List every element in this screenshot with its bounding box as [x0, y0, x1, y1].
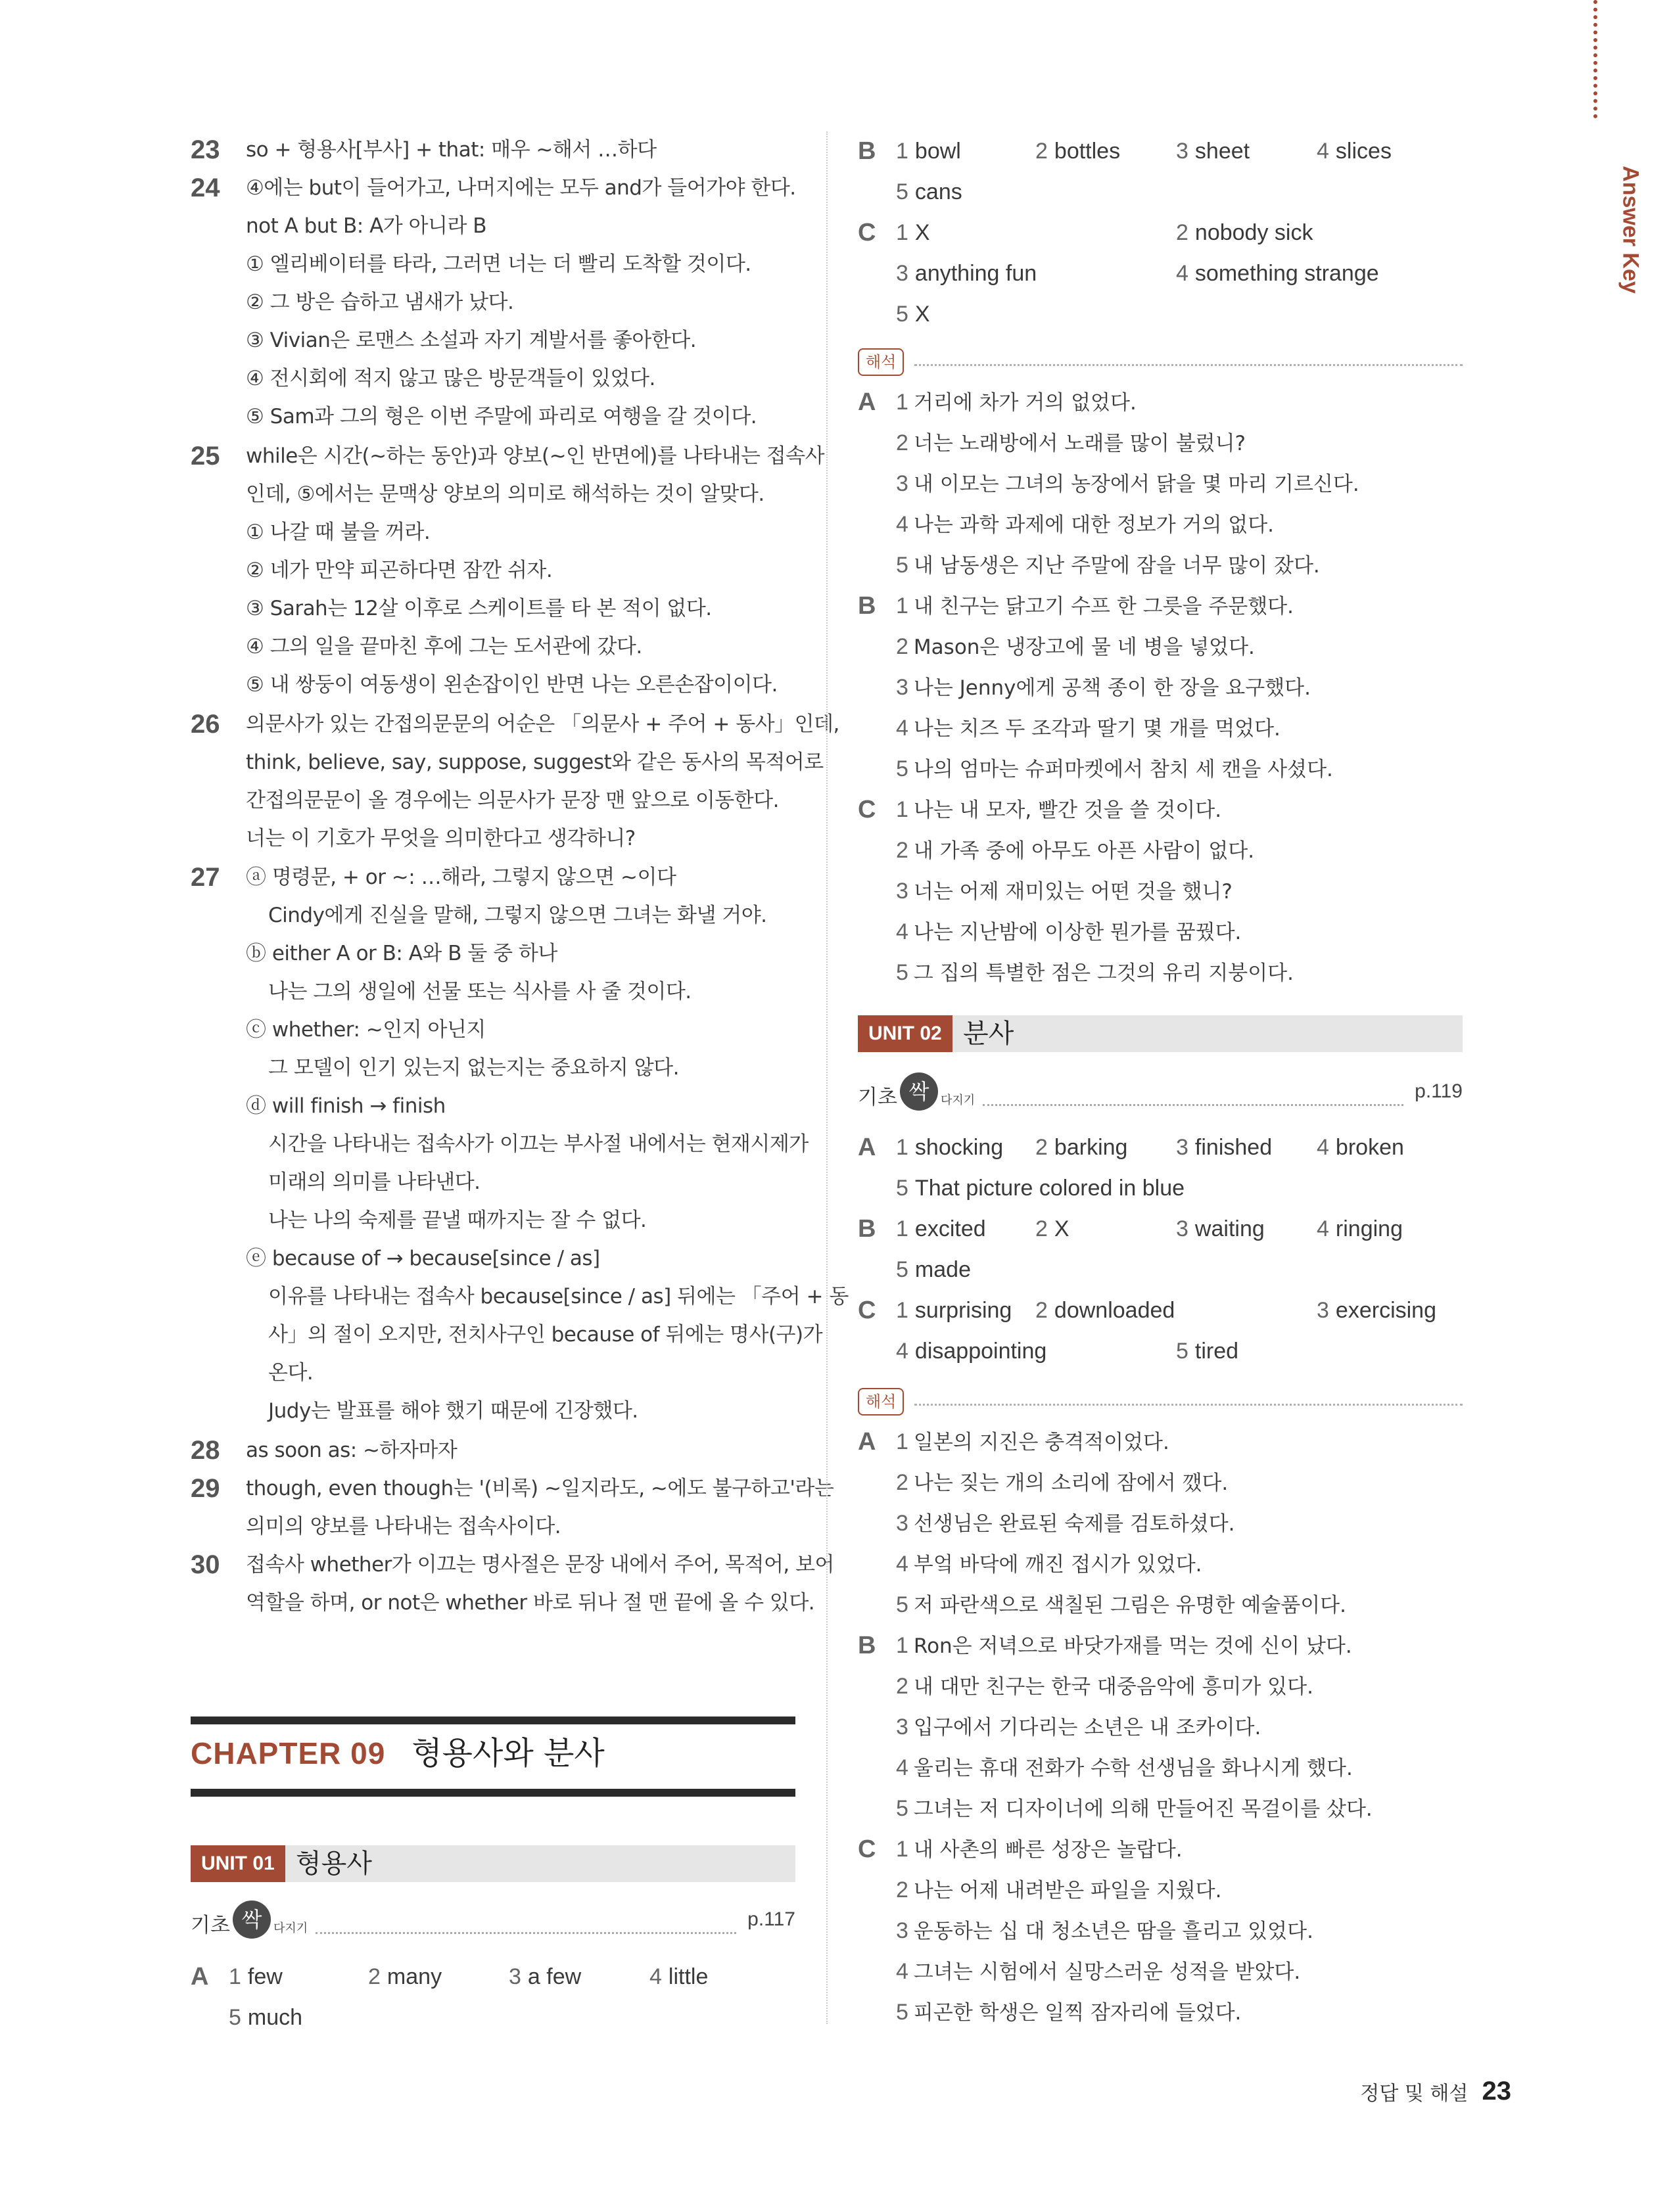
translation-line: [896, 1544, 1202, 1584]
translation-number: 2: [896, 1878, 908, 1902]
answer-item: [1317, 1291, 1436, 1330]
answer-text: disappointing: [914, 1339, 1047, 1364]
item-text-line: 의미의 양보를 나타내는 접속사이다.: [246, 1515, 561, 1538]
dotted-leader: [983, 1104, 1403, 1106]
translation-tag: 해석: [858, 1388, 904, 1416]
basic-label: 기초: [191, 1914, 230, 1937]
translation-line: [896, 1626, 1352, 1666]
answer-text: finished: [1194, 1135, 1273, 1160]
answer-number: 4: [1317, 1216, 1329, 1241]
answer-item: [649, 1957, 708, 1996]
item-text-line: ③ Sarah는 12살 이후로 스케이트를 타 본 적이 없다.: [246, 597, 712, 620]
answer-item: [896, 172, 962, 212]
item-number: 26: [191, 710, 220, 739]
translation-line: [896, 627, 1255, 667]
answer-number: 3: [1176, 139, 1188, 164]
answer-item: [229, 1957, 283, 1996]
unit-label: UNIT 02: [858, 1015, 952, 1052]
answer-section-b: B: [858, 1215, 876, 1243]
dotted-leader: [914, 364, 1463, 366]
translation-number: 5: [896, 756, 908, 781]
answer-item: [896, 294, 930, 334]
translation-line: [896, 668, 1311, 708]
item-number: 29: [191, 1474, 220, 1503]
dajigi-label: 다지기: [941, 1094, 976, 1107]
answer-item: [896, 1168, 1185, 1208]
answer-item: [1317, 1209, 1403, 1249]
answer-number: 1: [896, 1298, 908, 1323]
page-reference: p.119: [1415, 1080, 1463, 1102]
translation-line: [896, 1585, 1346, 1625]
answer-number: 3: [509, 1964, 521, 1989]
translation-line: [896, 749, 1333, 789]
answer-number: 2: [1035, 1298, 1048, 1323]
item-text-line: 시간을 나타내는 접속사가 이끄는 부사절 내에서는 현재시제가: [268, 1132, 809, 1156]
translation-line: [896, 831, 1254, 871]
translation-line: [896, 464, 1359, 504]
answer-text: cans: [914, 179, 962, 204]
translation-section-a: A: [858, 1428, 876, 1456]
answer-number: 4: [1176, 261, 1188, 286]
item-text-line: so + 형용사[부사] + that: 매우 ~해서 …하다: [246, 138, 657, 162]
translation-text: 나는 치즈 두 조각과 딸기 몇 개를 먹었다.: [913, 717, 1281, 741]
item-text-line: 온다.: [268, 1361, 314, 1385]
answer-number: 5: [896, 1257, 908, 1282]
translation-number: 1: [896, 593, 908, 618]
answer-number: 5: [896, 179, 908, 204]
answer-item: [1317, 1128, 1404, 1167]
answer-number: 4: [1317, 1135, 1329, 1160]
chapter-rule-top: [191, 1717, 795, 1724]
answer-section-a: A: [858, 1134, 876, 1161]
ssak-badge: 싹: [900, 1072, 938, 1111]
item-text-line: ⓓ will finish → finish: [246, 1094, 446, 1118]
item-text-line: ③ Vivian은 로맨스 소설과 자기 계발서를 좋아한다.: [246, 329, 697, 352]
answer-text: X: [1054, 1216, 1070, 1241]
translation-line: [896, 1667, 1313, 1707]
translation-text: 나는 지난밤에 이상한 뭔가를 꿈꿨다.: [913, 921, 1242, 944]
translation-number: 1: [896, 1837, 908, 1862]
item-text-line: 너는 이 기호가 무엇을 의미한다고 생각하니?: [246, 827, 636, 850]
answer-text: surprising: [914, 1298, 1012, 1323]
translation-number: 2: [896, 1674, 908, 1699]
translation-text: 너는 어제 재미있는 어떤 것을 했니?: [913, 880, 1233, 904]
answer-section-c: C: [858, 219, 876, 246]
answer-text: X: [914, 220, 930, 245]
translation-section-c: C: [858, 1835, 876, 1863]
item-number: 23: [191, 135, 220, 164]
answer-text: bottles: [1054, 139, 1121, 164]
translation-text: 너는 노래방에서 노래를 많이 불렀니?: [913, 432, 1246, 455]
translation-number: 3: [896, 471, 908, 496]
translation-text: 나는 어제 내려받은 파일을 지웠다.: [913, 1879, 1222, 1902]
translation-text: 저 파란색으로 색칠된 그림은 유명한 예술품이다.: [913, 1594, 1346, 1617]
translation-line: [896, 1422, 1169, 1462]
answer-number: 2: [1176, 220, 1188, 245]
answer-number: 1: [896, 139, 908, 164]
footer-title: 정답 및 해설: [1360, 2082, 1469, 2106]
item-text-line: ① 나갈 때 불을 꺼라.: [246, 520, 431, 544]
answer-item: [1176, 254, 1379, 293]
page-footer: [1360, 2077, 1511, 2106]
translation-line: [896, 953, 1294, 993]
dotted-leader: [914, 1404, 1463, 1406]
answer-text: made: [914, 1257, 971, 1282]
translation-line: [896, 505, 1274, 545]
item-number: 25: [191, 442, 220, 471]
item-text-line: ⓐ 명령문, + or ~: …해라, 그렇지 않으면 ~이다: [246, 865, 676, 889]
dajigi-label: 다지기: [273, 1922, 308, 1935]
answer-number: 3: [1176, 1216, 1188, 1241]
translation-header: [858, 348, 1463, 377]
answer-item: [896, 131, 961, 171]
answer-number: 1: [896, 1216, 908, 1241]
answer-text: waiting: [1194, 1216, 1265, 1241]
translation-text: 내 이모는 그녀의 농장에서 닭을 몇 마리 기르신다.: [913, 472, 1359, 496]
translation-number: 3: [896, 1918, 908, 1943]
translation-text: 내 남동생은 지난 주말에 잠을 너무 많이 잤다.: [913, 554, 1320, 578]
translation-text: 울리는 휴대 전화가 수학 선생님을 화나시게 했다.: [913, 1757, 1353, 1780]
answer-text: That picture colored in blue: [914, 1176, 1185, 1201]
translation-line: [896, 423, 1246, 463]
unit-title: 형용사: [296, 1849, 372, 1879]
answer-item: [229, 1998, 302, 2037]
item-text-line: 이유를 나타내는 접속사 because[since / as] 뒤에는 「주어 + 동: [268, 1285, 849, 1308]
answer-item: [1317, 131, 1392, 171]
translation-section-a: A: [858, 388, 876, 416]
translation-line: [896, 545, 1320, 586]
answer-number: 4: [896, 1339, 908, 1364]
answer-item: [896, 213, 930, 252]
translation-text: 거리에 차가 거의 없었다.: [913, 391, 1137, 415]
translation-line: [896, 1911, 1313, 1951]
answer-item: [896, 1209, 986, 1249]
item-text-line: Judy는 발표를 해야 했기 때문에 긴장했다.: [268, 1399, 638, 1423]
translation-line: [896, 790, 1221, 830]
translation-text: 내 대만 친구는 한국 대중음악에 흥미가 있다.: [913, 1675, 1313, 1699]
translation-number: 5: [896, 2000, 908, 2025]
answer-text: something strange: [1194, 261, 1379, 286]
translation-line: [896, 1870, 1221, 1910]
translation-number: 4: [896, 919, 908, 944]
item-text-line: as soon as: ~하자마자: [246, 1439, 458, 1462]
item-text-line: 나는 그의 생일에 선물 또는 식사를 사 줄 것이다.: [268, 980, 692, 1003]
translation-number: 1: [896, 390, 908, 415]
answer-text: tired: [1194, 1339, 1239, 1364]
answer-section-a: A: [191, 1963, 209, 1991]
answer-item: [896, 1128, 1003, 1167]
item-text-line: 나는 나의 숙제를 끝낼 때까지는 잘 수 없다.: [268, 1209, 647, 1232]
chapter-rule-bottom: [191, 1789, 795, 1797]
item-number: 27: [191, 863, 220, 892]
translation-line: [896, 871, 1233, 911]
answer-number: 3: [896, 261, 908, 286]
answer-text: ringing: [1335, 1216, 1403, 1241]
translation-text: 부엌 바닥에 깨진 접시가 있었다.: [913, 1553, 1202, 1577]
translation-number: 5: [896, 960, 908, 985]
translation-text: 운동하는 십 대 청소년은 땀을 흘리고 있었다.: [913, 1920, 1313, 1943]
answer-text: downloaded: [1054, 1298, 1175, 1323]
translation-number: 3: [896, 1715, 908, 1740]
translation-header: [858, 1388, 1463, 1417]
translation-text: 그녀는 시험에서 실망스러운 성적을 받았다.: [913, 1960, 1301, 1984]
answer-number: 5: [229, 2005, 241, 2030]
translation-text: 나는 내 모자, 빨간 것을 쓸 것이다.: [913, 798, 1222, 822]
answer-item: [1035, 1128, 1127, 1167]
answer-item: [1176, 1331, 1238, 1371]
item-text-line: ⓑ either A or B: A와 B 둘 중 하나: [246, 942, 557, 965]
answer-number: 5: [896, 302, 908, 327]
answer-item: [896, 1291, 1012, 1330]
answer-text: nobody sick: [1194, 220, 1313, 245]
unit-label: UNIT 01: [191, 1845, 285, 1882]
translation-number: 2: [896, 1470, 908, 1495]
basic-practice-header: [858, 1071, 1463, 1117]
answer-section-c: C: [858, 1297, 876, 1324]
answer-item: [1176, 1209, 1265, 1249]
translation-number: 4: [896, 1755, 908, 1780]
item-text-line: not A but B: A가 아니라 B: [246, 214, 487, 238]
answer-item: [1176, 131, 1250, 171]
translation-text: 선생님은 완료된 숙제를 검토하셨다.: [913, 1512, 1235, 1536]
item-text-line: Cindy에게 진실을 말해, 그렇지 않으면 그녀는 화낼 거야.: [268, 904, 767, 927]
translation-number: 2: [896, 634, 908, 659]
item-text-line: ④ 그의 일을 끝마친 후에 그는 도서관에 갔다.: [246, 635, 642, 658]
translation-number: 3: [896, 879, 908, 904]
answer-text: few: [247, 1964, 283, 1989]
translation-line: [896, 1748, 1353, 1788]
translation-number: 1: [896, 1633, 908, 1658]
item-number: 24: [191, 173, 220, 202]
translation-text: 나는 과학 과제에 대한 정보가 거의 없다.: [913, 513, 1275, 537]
translation-number: 4: [896, 716, 908, 741]
translation-text: 일본의 지진은 충격적이었다.: [913, 1431, 1169, 1454]
item-text-line: ⑤ 내 쌍둥이 여동생이 왼손잡이인 반면 나는 오른손잡이이다.: [246, 673, 778, 697]
translation-line: [896, 1504, 1235, 1544]
translation-text: Mason은 냉장고에 물 네 병을 넣었다.: [913, 635, 1255, 659]
answer-item: [896, 1331, 1046, 1371]
answer-text: many: [387, 1964, 442, 1989]
translation-section-b: B: [858, 1632, 876, 1659]
answer-number: 4: [1317, 139, 1329, 164]
item-text-line: ② 네가 만약 피곤하다면 잠깐 쉬자.: [246, 559, 553, 582]
answer-item: [1176, 213, 1313, 252]
translation-line: [896, 586, 1294, 626]
answer-item: [896, 254, 1037, 293]
translation-number: 4: [896, 512, 908, 537]
answer-section-b: B: [858, 137, 876, 165]
item-text-line: while은 시간(~하는 동안)과 양보(~인 반면에)를 나타내는 접속사: [246, 444, 825, 468]
translation-text: 나는 Jenny에게 공책 종이 한 장을 요구했다.: [913, 676, 1311, 700]
basic-label: 기초: [858, 1086, 897, 1109]
translation-text: 내 가족 중에 아무도 아픈 사람이 없다.: [913, 839, 1255, 863]
answer-text: shocking: [914, 1135, 1004, 1160]
answer-number: 2: [1035, 1216, 1048, 1241]
item-text-line: 미래의 의미를 나타낸다.: [268, 1170, 481, 1194]
item-text-line: ② 그 방은 습하고 냄새가 났다.: [246, 290, 514, 314]
translation-line: [896, 382, 1137, 423]
translation-number: 2: [896, 430, 908, 455]
translation-number: 5: [896, 1796, 908, 1821]
answer-text: much: [247, 2005, 303, 2030]
item-text-line: 그 모델이 인기 있는지 없는지는 중요하지 않다.: [268, 1056, 679, 1080]
unit-heading: [191, 1845, 795, 1882]
item-text-line: ⑤ Sam과 그의 형은 이번 주말에 파리로 여행을 갈 것이다.: [246, 405, 757, 428]
translation-text: 내 친구는 닭고기 수프 한 그릇을 주문했다.: [913, 595, 1294, 618]
chapter-label: CHAPTER 09: [191, 1736, 386, 1770]
answer-number: 1: [229, 1964, 241, 1989]
answer-number: 2: [1035, 139, 1048, 164]
basic-practice-header: [191, 1899, 795, 1945]
answer-text: barking: [1054, 1135, 1128, 1160]
answer-text: exercising: [1335, 1298, 1436, 1323]
translation-line: [896, 1952, 1300, 1992]
answer-number: 1: [896, 220, 908, 245]
item-number: 28: [191, 1436, 220, 1465]
item-text-line: ⓔ because of → because[since / as]: [246, 1247, 600, 1270]
answer-text: excited: [914, 1216, 986, 1241]
answer-text: slices: [1335, 139, 1392, 164]
translation-text: 나의 엄마는 슈퍼마켓에서 참치 세 캔을 사셨다.: [913, 758, 1333, 781]
translation-text: 입구에서 기다리는 소년은 내 조카이다.: [913, 1716, 1261, 1740]
translation-line: [896, 1789, 1373, 1829]
translation-line: [896, 708, 1281, 749]
item-text-line: ④ 전시회에 적지 않고 많은 방문객들이 있었다.: [246, 367, 655, 390]
answer-text: a few: [527, 1964, 582, 1989]
translation-number: 1: [896, 797, 908, 822]
translation-text: 그 집의 특별한 점은 그것의 유리 지붕이다.: [913, 961, 1294, 985]
translation-section-b: B: [858, 592, 876, 620]
answer-number: 5: [1176, 1339, 1188, 1364]
answer-text: X: [914, 302, 930, 327]
dotted-leader: [316, 1932, 736, 1934]
translation-number: 5: [896, 1592, 908, 1617]
answer-number: 2: [1035, 1135, 1048, 1160]
item-text-line: 역할을 하며, or not은 whether 바로 뒤나 절 맨 끝에 올 수 있다.: [246, 1591, 815, 1615]
translation-text: 그녀는 저 디자이너에 의해 만들어진 목걸이를 샀다.: [913, 1797, 1373, 1821]
item-text-line: 인데, ⑤에서는 문맥상 양보의 의미로 해석하는 것이 알맞다.: [246, 482, 764, 506]
answer-item: [1035, 1209, 1070, 1249]
translation-text: Ron은 저녁으로 바닷가재를 먹는 것에 신이 났다.: [913, 1634, 1352, 1658]
answer-number: 2: [368, 1964, 381, 1989]
answer-number: 5: [896, 1176, 908, 1201]
translation-line: [896, 912, 1241, 952]
page-number: 23: [1482, 2077, 1511, 2106]
item-text-line: though, even though는 '(비록) ~일지라도, ~에도 불구하고'라는: [246, 1477, 834, 1500]
item-text-line: 간접의문문이 올 경우에는 의문사가 문장 맨 앞으로 이동한다.: [246, 789, 779, 812]
translation-number: 2: [896, 838, 908, 863]
translation-number: 1: [896, 1429, 908, 1454]
answer-item: [509, 1957, 581, 1996]
translation-number: 3: [896, 675, 908, 700]
translation-text: 나는 짖는 개의 소리에 잠에서 깼다.: [913, 1471, 1229, 1495]
column-divider: [826, 131, 828, 2024]
item-text-line: 사」의 절이 오지만, 전치사구인 because of 뒤에는 명사(구)가: [268, 1323, 823, 1347]
translation-number: 4: [896, 1959, 908, 1984]
translation-line: [896, 1993, 1241, 2033]
answer-item: [1035, 131, 1120, 171]
answer-item: [896, 1250, 971, 1289]
answer-text: bowl: [914, 139, 961, 164]
translation-section-c: C: [858, 796, 876, 823]
translation-number: 4: [896, 1552, 908, 1577]
page-reference: p.117: [747, 1908, 795, 1930]
answer-number: 3: [1176, 1135, 1188, 1160]
answer-number: 3: [1317, 1298, 1329, 1323]
unit-title: 분사: [963, 1019, 1014, 1049]
answer-text: little: [668, 1964, 709, 1989]
answer-text: sheet: [1194, 139, 1250, 164]
translation-number: 5: [896, 553, 908, 578]
item-text-line: think, believe, say, suppose, suggest와 같은 동사의 목적어로: [246, 750, 824, 774]
item-text-line: ⓒ whether: ~인지 아닌지: [246, 1018, 486, 1042]
answer-item: [1035, 1291, 1175, 1330]
item-text-line: ① 엘리베이터를 타라, 그러면 너는 더 빨리 도착할 것이다.: [246, 252, 751, 276]
chapter-title: 형용사와 분사: [411, 1735, 605, 1772]
translation-line: [896, 1830, 1183, 1870]
item-text-line: 의문사가 있는 간접의문문의 어순은 「의문사 + 주어 + 동사」인데,: [246, 712, 839, 736]
side-dotted-rule: [1593, 0, 1597, 118]
translation-text: 피곤한 학생은 일찍 잠자리에 들었다.: [913, 2001, 1242, 2025]
answer-item: [368, 1957, 442, 1996]
translation-number: 3: [896, 1511, 908, 1536]
translation-text: 내 사촌의 빠른 성장은 놀랍다.: [913, 1838, 1183, 1862]
ssak-badge: 싹: [233, 1901, 271, 1939]
item-number: 30: [191, 1550, 220, 1579]
translation-tag: 해석: [858, 348, 904, 376]
item-text-line: 접속사 whether가 이끄는 명사절은 문장 내에서 주어, 목적어, 보어: [246, 1553, 834, 1577]
answer-item: [1176, 1128, 1272, 1167]
item-text-line: ④에는 but이 들어가고, 나머지에는 모두 and가 들어가야 한다.: [246, 176, 796, 200]
answer-number: 4: [649, 1964, 662, 1989]
answer-key-label: Answer Key: [1618, 166, 1643, 294]
translation-line: [896, 1463, 1228, 1503]
answer-number: 1: [896, 1135, 908, 1160]
answer-text: anything fun: [914, 261, 1037, 286]
unit-heading: [858, 1015, 1463, 1052]
chapter-heading: [191, 1727, 605, 1780]
answer-text: broken: [1335, 1135, 1404, 1160]
translation-line: [896, 1707, 1261, 1747]
